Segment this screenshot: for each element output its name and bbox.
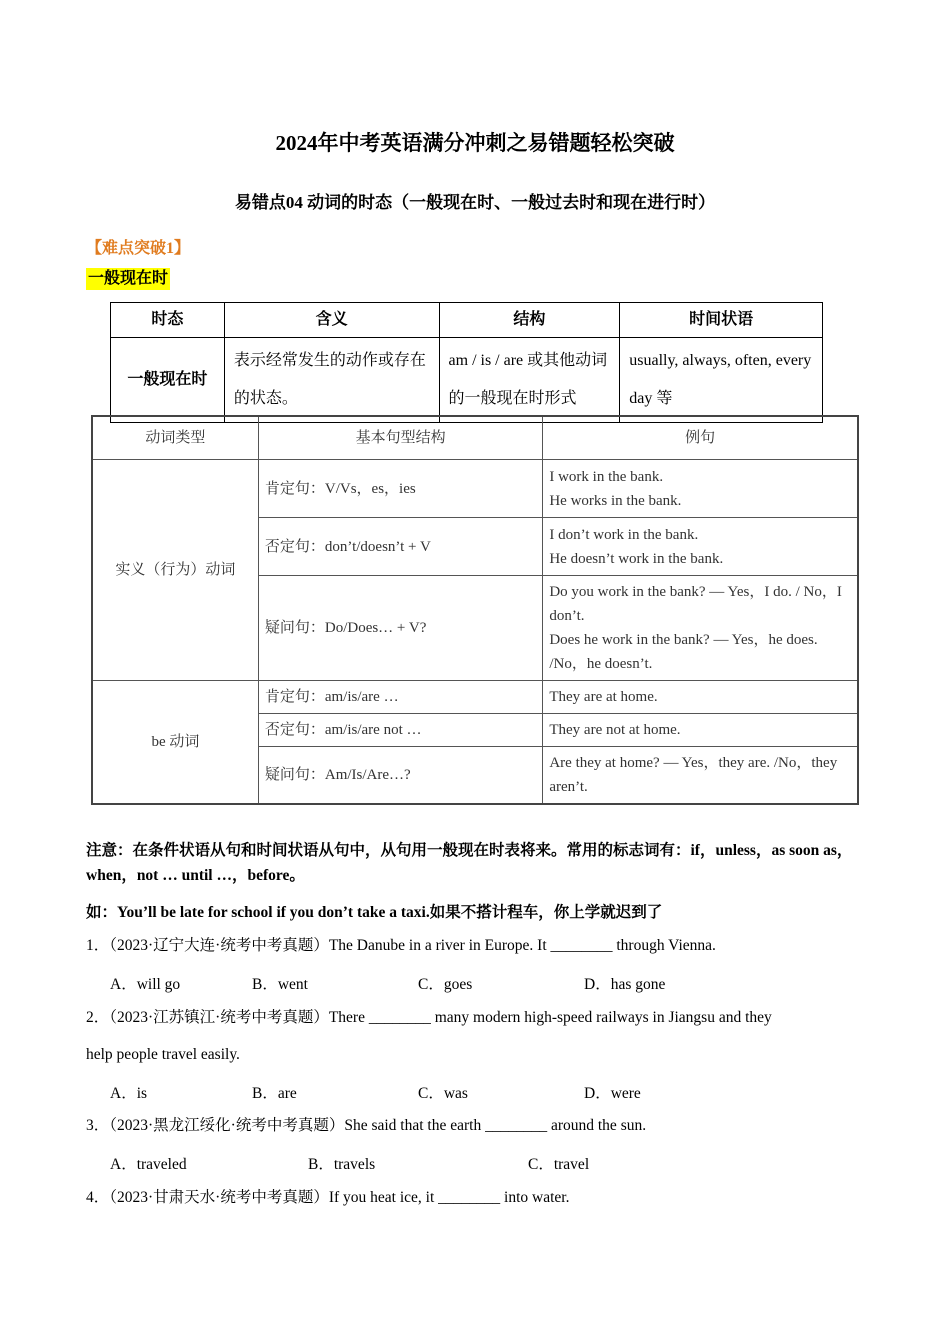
question-4 [86,1187,569,1209]
option-d[interactable]: D．has gone [584,976,666,993]
question-text: （2023·黑龙江绥化·统考中考真题）She said that the earth ________ around the sun. [109,1117,647,1134]
sentence-pattern-table [91,415,859,805]
question-text: （2023·辽宁大连·统考中考真题）The Danube in a river in Europe. It ________ through Vienna. [109,937,716,954]
question-number: 2． [86,1009,110,1026]
header-cell: 时态 [111,303,225,338]
table-header-row [92,416,858,460]
meaning-cell: 表示经常发生的动作或存在的状态。 [224,338,439,423]
question-text: （2023·江苏镇江·统考中考真题）There ________ many modern high-speed railways in Jiangsu and they [109,1009,772,1026]
option-c[interactable]: C．travel [528,1156,590,1173]
table-row [92,681,858,714]
option-b[interactable]: B．went [252,976,308,993]
structure-cell: 疑问句：Do/Does… + V? [258,576,542,681]
option-a[interactable]: A．will go [110,976,181,993]
option-b[interactable]: B．are [252,1085,297,1102]
option-c[interactable]: C．was [418,1085,468,1102]
structure-cell: 否定句：am/is/are not … [258,714,542,747]
header-cell: 动词类型 [92,416,258,460]
grammar-note: 注意：在条件状语从句和时间状语从句中，从句用一般现在时表将来。常用的标志词有：if，unless，as soon as，when，not … until …，before。 [86,842,853,884]
question-number: 4． [86,1189,110,1206]
example-cell: I don’t work in the bank. He doesn’t work in the bank. [543,518,858,576]
example-cell: I work in the bank. He works in the bank. [543,460,858,518]
option-a[interactable]: A．traveled [110,1156,187,1173]
verb-type-cell: be 动词 [92,681,258,805]
example-cell: Are they at home? — Yes，they are. /No，they aren’t. [543,747,858,805]
verb-type-cell: 实义（行为）动词 [92,460,258,681]
structure-cell: 疑问句：Am/Is/Are…? [258,747,542,805]
time-adverbial-cell: usually, always, often, every day 等 [620,338,823,423]
question-text: （2023·甘肃天水·统考中考真题）If you heat ice, it ________ into water. [109,1189,570,1206]
header-cell: 基本句型结构 [258,416,542,460]
tense-summary-table [110,302,823,423]
section-tag: 【难点突破1】 [86,240,191,257]
question-3 [86,1115,646,1137]
table-row [92,460,858,518]
option-d[interactable]: D．were [584,1085,641,1102]
header-cell: 含义 [224,303,439,338]
option-a[interactable]: A．is [110,1085,148,1102]
structure-cell: 否定句：don’t/doesn’t + V [258,518,542,576]
question-number: 1． [86,937,110,954]
tense-name-cell: 一般现在时 [111,338,225,423]
option-c[interactable]: C．goes [418,976,473,993]
header-cell: 例句 [543,416,858,460]
question-1 [86,935,716,957]
table-row [111,338,823,423]
section-heading: 一般现在时 [86,268,170,290]
table-header-row [111,303,823,338]
header-cell: 时间状语 [620,303,823,338]
structure-cell: 肯定句：V/Vs，es，ies [258,460,542,518]
header-cell: 结构 [439,303,620,338]
structure-cell: am / is / are 或其他动词的一般现在时形式 [439,338,620,423]
question-2-continued: help people travel easily. [86,1046,240,1063]
option-b[interactable]: B．travels [308,1156,376,1173]
structure-cell: 肯定句：am/is/are … [258,681,542,714]
example-cell: Do you work in the bank? — Yes，I do. / No，I don’t. Does he work in the bank? — Yes，he does. /No，he doesn’t. [543,576,858,681]
example-cell: They are at home. [543,681,858,714]
example-cell: They are not at home. [543,714,858,747]
question-number: 3． [86,1117,110,1134]
example-sentence: 如：You’ll be late for school if you don’t take a taxi.如果不搭计程车，你上学就迟到了 [86,904,663,921]
page-title: 2024年中考英语满分冲刺之易错题轻松突破 [275,131,675,155]
page-subtitle: 易错点04 动词的时态（一般现在时、一般过去时和现在进行时） [234,193,716,212]
question-2 [86,1007,772,1029]
